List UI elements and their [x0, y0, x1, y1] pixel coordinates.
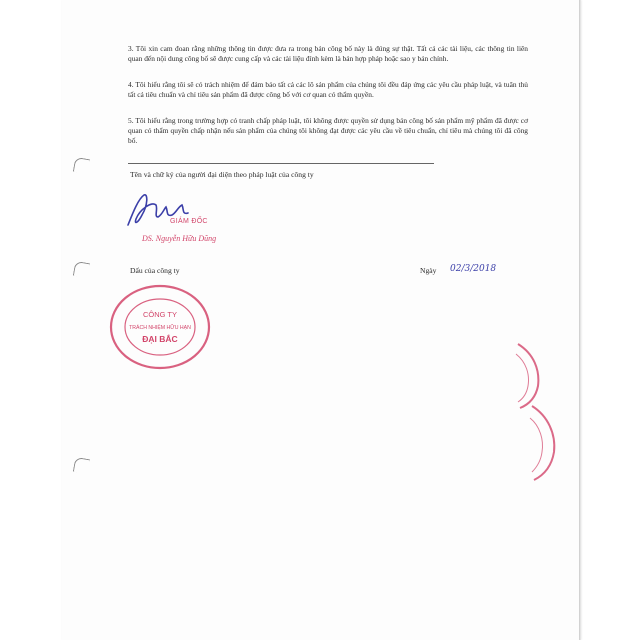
representative-label: Tên và chữ ký của người đại diện theo pháp luật của công ty — [130, 170, 314, 179]
seal-line-3: ĐẠI BẮC — [142, 334, 178, 344]
seal-line-2: TRÁCH NHIỆM HỮU HẠN — [129, 325, 191, 331]
punch-hole-icon — [73, 261, 90, 278]
punch-hole-icon — [73, 457, 90, 474]
signature-icon — [118, 185, 208, 235]
punch-hole-icon — [73, 157, 90, 174]
date-value: 02/3/2018 — [450, 264, 497, 274]
declaration-paragraph-3: 3. Tôi xin cam đoan rằng những thông tin được đưa ra trong bản công bố này là đúng sự thật. Tất cả các tài liệu, các thông tin liên quan đến nội dung công bố sẽ được cung cấp và các tài liệu đính kèm là bản hợp pháp hoặc sao y bản chính. — [128, 44, 528, 64]
seal-fragment-icon — [524, 402, 560, 482]
seal-label: Dấu của công ty — [130, 266, 180, 275]
page-edge — [579, 0, 581, 640]
divider — [128, 163, 434, 164]
declaration-paragraph-5: 5. Tôi hiểu rằng trong trường hợp có tranh chấp pháp luật, tôi không được quyền sử dụng bản công bố sản phẩm mỹ phẩm đã được cơ quan có thẩm quyền chấp nhận nếu sản phẩm của chúng tôi không đạt được các yêu cầu về tiêu chuẩn, chỉ tiêu mà chúng tôi đã công bố. — [128, 116, 528, 146]
signature-name: DS. Nguyễn Hữu Dũng — [142, 234, 217, 243]
signature-title: GIÁM ĐỐC — [170, 218, 208, 225]
seal-line-1: CÔNG TY — [142, 310, 178, 319]
date-label: Ngày — [420, 266, 437, 275]
seal-fragment-icon — [512, 340, 548, 410]
declaration-paragraph-4: 4. Tôi hiểu rằng tôi sẽ có trách nhiệm để đảm bảo tất cả các lô sản phẩm của chúng tôi đều đáp ứng các yêu cầu pháp luật, và tuân thủ tất cả tiêu chuẩn và chỉ tiêu sản phẩm đã được công bố với cơ quan có thẩm quyền. — [128, 80, 528, 100]
company-seal — [108, 283, 212, 371]
